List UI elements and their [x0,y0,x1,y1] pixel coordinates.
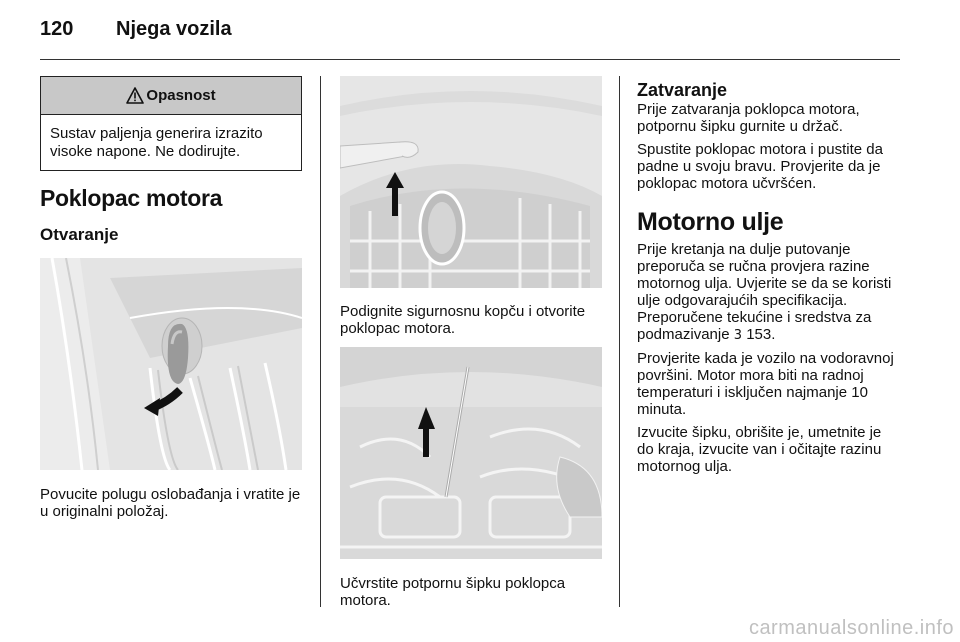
subsection-opening: Otvaranje [40,225,119,244]
column-divider-1 [320,76,321,607]
oil-paragraph-3: Izvucite šipku, obrišite je, umetnite je do kraja, izvucite van i očitajte razinu motornog ulja. [637,424,882,475]
column-divider-2 [619,76,620,607]
page-reference-number: 153. [746,326,776,343]
hood-support-rod-illustration [340,347,602,559]
danger-box [40,76,302,171]
subsection-closing: Zatvaranje [637,80,728,100]
chapter-title: Njega vozila [116,18,232,40]
warning-triangle-icon [126,87,144,104]
page-number: 120 [40,18,74,40]
column-middle [340,76,602,609]
hood-release-lever-illustration [40,258,302,470]
oil-paragraph-2: Provjerite kada je vozilo na vodoravnoj površini. Motor mora biti na radnoj temperaturi i isključen najmanje 10 minuta. [637,350,894,418]
hood-opening-illustration [340,76,602,288]
page-header [40,18,232,41]
caption-safety-catch: Podignite sigurnosnu kopču i otvorite poklopac motora. [340,303,586,337]
oil-paragraph-1-text: Prije kretanja na dulje putovanje preporuča se ručna provjera razine motornog ulja. Uvjerite se da se koristi ulje odgovarajućih specifikacija. Preporučene tekućine i sredstva za podmazivanje [637,241,892,343]
header-divider [40,59,900,60]
danger-text: Sustav paljenja generira izrazito visoke napone. Ne dodirujte. [50,125,263,160]
page-reference-icon: 3 [733,328,743,343]
oil-paragraph-1 [637,241,901,344]
section-title-hood: Poklopac motora [40,185,223,211]
watermark: carmanualsonline.info [748,617,954,639]
caption-release-lever: Povucite polugu oslobađanja i vratite je u originalni položaj. [40,486,301,520]
danger-box-header [41,77,301,115]
closing-paragraph-2: Spustite poklopac motora i pustite da padne u svoju bravu. Provjerite da je poklopac motora učvršćen. [637,141,883,192]
column-right [637,76,901,475]
section-title-engine-oil: Motorno ulje [637,208,784,236]
caption-support-rod: Učvrstite potpornu šipku poklopca motora. [340,575,566,609]
danger-label: Opasnost [146,87,216,104]
column-left [40,76,302,520]
closing-paragraph-1: Prije zatvaranja poklopca motora, potpornu šipku gurnite u držač. [637,101,860,135]
